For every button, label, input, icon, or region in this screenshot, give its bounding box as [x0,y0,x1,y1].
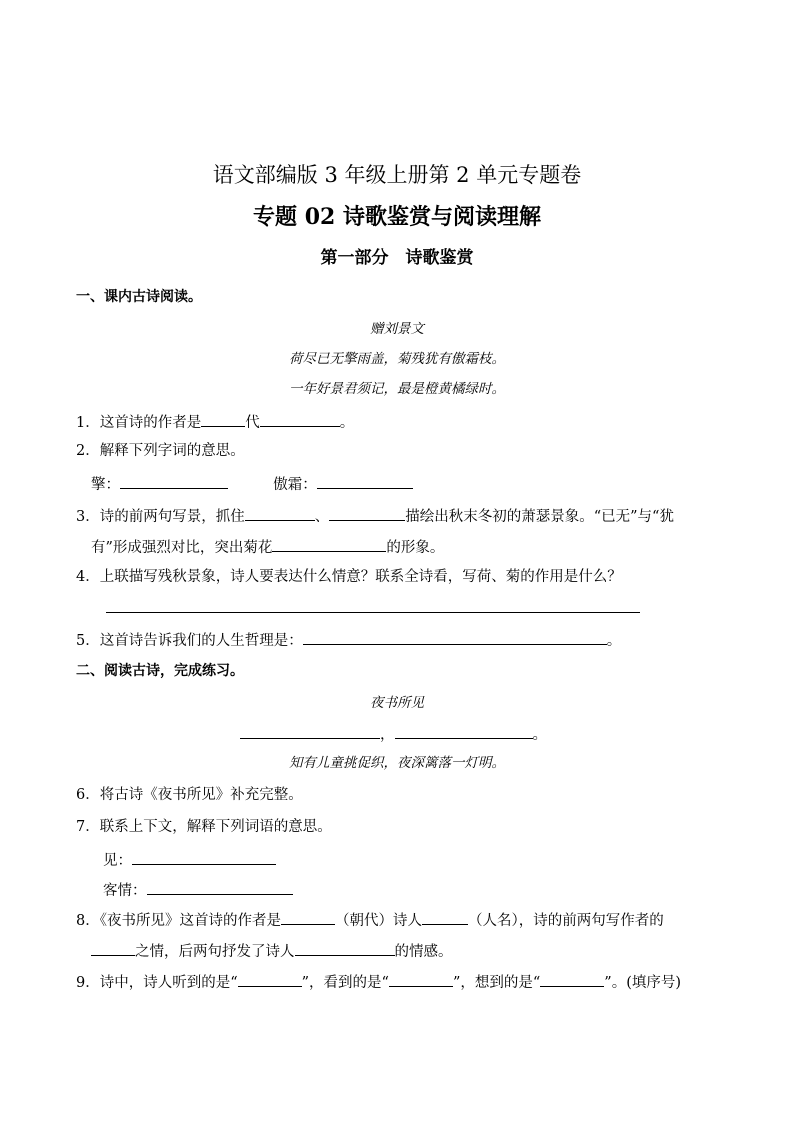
q9-heard-blank[interactable] [238,970,302,987]
section-2-heading: 二、阅读古诗，完成练习。 [76,663,244,679]
q2-word-2: 傲霜： [273,477,317,493]
q8-dynasty-blank[interactable] [281,908,335,925]
part-heading: 第一部分 诗歌鉴赏 [320,248,474,268]
q9-seen-blank[interactable] [389,970,453,987]
q3-part-c: 描绘出秋末冬初的萧瑟景象。“已无”与“犹 [405,509,674,525]
q3-part-a: 3．诗的前两句写景，抓住 [76,509,245,525]
q8-part-e: 的情感。 [394,944,453,960]
q1-dynasty-blank[interactable] [201,410,245,427]
question-7: 7．联系上下文，解释下列词语的意思。 [76,819,332,835]
poem-2-comma: ， [380,727,395,743]
question-3-line-1 [76,504,674,528]
q8-poet-blank[interactable] [422,908,468,925]
poem-1-line-2: 一年好景君须记，最是橙黄橘绿时。 [289,381,505,397]
q8-part-a: 8．《夜书所见》这首诗的作者是 [76,913,281,929]
poem-2-title: 夜书所见 [370,695,424,711]
question-5 [76,628,621,652]
question-8-line-1 [76,908,664,932]
q1-author-blank[interactable] [260,410,340,427]
question-3-line-2 [91,535,444,559]
poem-1-line-1: 荷尽已无擎雨盖，菊残犹有傲霜枝。 [289,351,505,367]
q1-prefix: 1．这首诗的作者是 [76,415,202,431]
q7-blank-2[interactable] [147,878,293,895]
q1-end: 。 [339,415,355,431]
q9-part-c: ”，想到的是“ [452,975,541,991]
poem-2-line-1-blanks [240,722,547,746]
doc-title: 语文部编版 3 年级上册第 2 单元专题卷 [212,163,582,187]
doc-subtitle: 专题 02 诗歌鉴赏与阅读理解 [253,204,541,230]
q4-answer-line[interactable] [106,612,640,613]
q5-end: 。 [606,633,622,649]
q8-feeling-blank-2[interactable] [295,939,395,956]
q8-part-c: （人名），诗的前两句写作者的 [467,913,664,929]
question-1 [76,410,354,434]
q8-part-b: （朝代）诗人 [334,913,422,929]
question-2-answers [91,472,413,496]
q2-blank-1[interactable] [120,472,228,489]
poem-2-blank-2[interactable] [395,722,533,739]
q7-word-2: 客情： [103,883,147,899]
q3-blank-1[interactable] [245,504,315,521]
q7-answer-2 [103,878,293,902]
q9-part-a: 9．诗中，诗人听到的是“ [76,975,238,991]
q2-word-1: 擎： [91,477,120,493]
q8-feeling-blank-1[interactable] [91,939,135,956]
q1-mid: 代 [245,415,260,431]
q7-answer-1 [103,848,276,872]
poem-2-line-2: 知有儿童挑促织，夜深篱落一灯明。 [289,755,505,771]
section-1-heading: 一、课内古诗阅读。 [76,289,202,305]
question-4: 4．上联描写残秋景象，诗人要表达什么情意？联系全诗看，写荷、菊的作用是什么？ [76,569,622,585]
question-9 [76,970,681,994]
q5-blank[interactable] [303,628,607,645]
poem-2-period: 。 [532,727,547,743]
q8-part-d: 之情，后两句抒发了诗人 [135,944,295,960]
q7-word-1: 见： [103,853,132,869]
poem-2-blank-1[interactable] [240,722,380,739]
q3-part-b: 、 [314,509,330,525]
q5-prefix: 5．这首诗告诉我们的人生哲理是： [76,633,303,649]
q3-part-e: 的形象。 [386,540,445,556]
q3-blank-2[interactable] [329,504,405,521]
question-6: 6．将古诗《夜书所见》补充完整。 [76,787,303,803]
poem-1-title: 赠刘景文 [370,321,424,337]
q3-blank-3[interactable] [272,535,386,552]
q9-part-b: ”，看到的是“ [301,975,389,991]
q7-blank-1[interactable] [132,848,276,865]
q2-blank-2[interactable] [317,472,413,489]
question-8-line-2 [91,939,453,963]
q3-part-d: 有”形成强烈对比，突出菊花 [91,540,273,556]
q9-thought-blank[interactable] [540,970,604,987]
q9-part-d: ”。(填序号) [604,975,682,991]
question-2: 2．解释下列字词的意思。 [76,443,245,459]
